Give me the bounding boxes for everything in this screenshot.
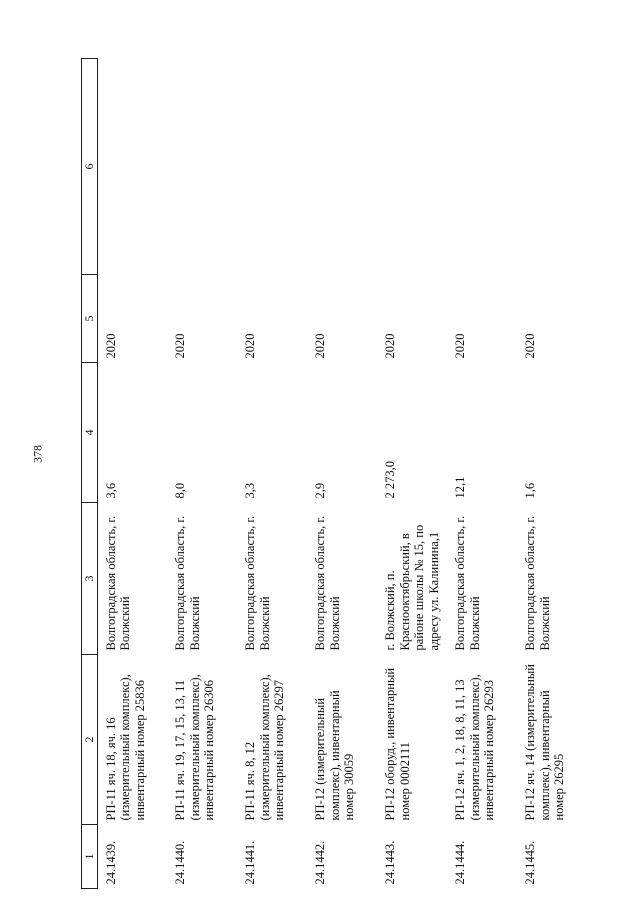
asset-name: РП-12 (измерительный комплекс), инвентарный номер 30059 bbox=[313, 690, 356, 821]
asset-year: 2020 bbox=[243, 333, 257, 359]
asset-year: 2020 bbox=[453, 333, 467, 359]
table-body bbox=[97, 59, 587, 889]
asset-year: 2020 bbox=[173, 333, 187, 359]
asset-location: Волгоградская область, г. Волжский bbox=[313, 515, 342, 651]
row-number: 24.1443. bbox=[383, 840, 397, 885]
asset-value: 12,1 bbox=[453, 476, 467, 499]
table-row bbox=[97, 59, 167, 889]
asset-value: 1,6 bbox=[523, 482, 537, 499]
asset-note bbox=[97, 59, 167, 275]
asset-value: 3,3 bbox=[243, 482, 257, 499]
asset-location: Волгоградская область, г. Волжский bbox=[173, 515, 202, 651]
column-header: 4 bbox=[82, 363, 98, 503]
table-row bbox=[167, 59, 237, 889]
page-number: 378 bbox=[30, 445, 45, 463]
asset-value: 3,6 bbox=[103, 482, 118, 499]
column-header: 6 bbox=[82, 59, 98, 275]
table-header bbox=[78, 59, 97, 889]
asset-location: Волгоградская область, г. Волжский bbox=[103, 515, 132, 651]
column-header: 1 bbox=[82, 825, 98, 889]
document-sheet bbox=[78, 59, 638, 889]
asset-note bbox=[307, 59, 377, 275]
row-number: 24.1439. bbox=[103, 840, 118, 885]
asset-note bbox=[447, 59, 517, 275]
asset-name: РП-12 яч. 1, 2, 18, 8, 11, 13 (измерительный комплекс), инвентарный номер 26293 bbox=[453, 674, 496, 821]
asset-note bbox=[167, 59, 237, 275]
asset-note bbox=[377, 59, 447, 275]
asset-location: Волгоградская область, г. Волжский bbox=[243, 515, 272, 651]
asset-year: 2020 bbox=[313, 333, 327, 359]
column-header: 5 bbox=[82, 275, 98, 363]
asset-value: 8,0 bbox=[173, 482, 187, 499]
table-row bbox=[517, 59, 587, 889]
asset-location: Волгоградская область, г. Волжский bbox=[523, 515, 552, 651]
row-number: 24.1444. bbox=[453, 840, 467, 885]
asset-note bbox=[237, 59, 307, 275]
asset-value: 2,9 bbox=[313, 482, 327, 499]
column-header: 3 bbox=[82, 503, 98, 655]
asset-name: РП-11 яч. 18, яч. 16 (измерительный комплекс), инвентарный номер 25836 bbox=[103, 674, 147, 821]
assets-table bbox=[78, 58, 587, 889]
row-number: 24.1442. bbox=[313, 840, 327, 885]
table-row bbox=[237, 59, 307, 889]
asset-year: 2020 bbox=[383, 333, 397, 359]
row-number: 24.1440. bbox=[173, 840, 187, 885]
table-row bbox=[377, 59, 447, 889]
asset-name: РП-11 яч. 8, 12 (измерительный комплекс), инвентарный номер 26297 bbox=[243, 674, 286, 821]
asset-name: РП-11 яч. 19, 17, 15, 13, 11 (измерительный комплекс), инвентарный номер 26306 bbox=[173, 674, 216, 821]
asset-name: РП-12 оборуд., инвентарный номер 0002111 bbox=[383, 667, 412, 821]
table-row bbox=[307, 59, 377, 889]
table-row bbox=[447, 59, 517, 889]
asset-name: РП-12 яч. 14 (измерительный комплекс), инвентарный номер 26295 bbox=[523, 664, 566, 821]
row-number: 24.1445. bbox=[523, 840, 537, 885]
asset-location: г. Волжский, п. Краснооктябрьский, в районе школы № 15, по адресу ул. Калинина,1 bbox=[383, 524, 441, 651]
asset-year: 2020 bbox=[523, 333, 537, 359]
row-number: 24.1441. bbox=[243, 840, 257, 885]
asset-location: Волгоградская область, г. Волжский bbox=[453, 515, 482, 651]
asset-year: 2020 bbox=[103, 333, 118, 359]
asset-value: 2 273,0 bbox=[383, 461, 397, 499]
page-number-wrap bbox=[30, 445, 45, 463]
asset-note bbox=[517, 59, 587, 275]
column-header: 2 bbox=[82, 655, 98, 825]
